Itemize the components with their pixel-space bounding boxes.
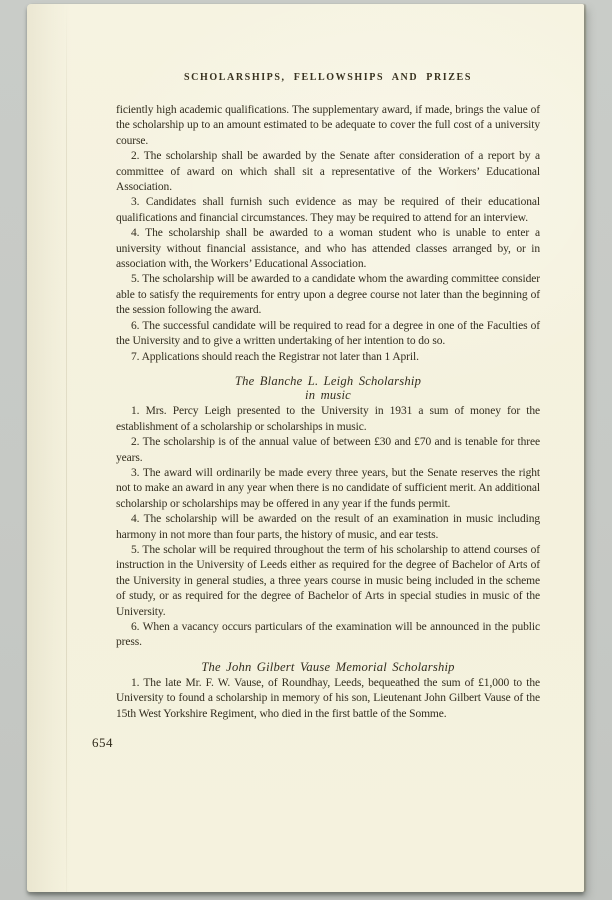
paragraph: 3. The award will ordinarily be made every three years, but the Senate reserves the right not to make an award in any year when there is no candidate of sufficient merit. An additional scholarship or scholarships may be offered in any year if the funds permit. — [116, 466, 540, 510]
paragraph: 3. Candidates shall furnish such evidence as may be required of their educational qualifications and financial circumstances. They may be required to attend for an interview. — [116, 196, 540, 224]
paragraph: 5. The scholarship will be awarded to a candidate whom the awarding committee consider able to satisfy the requirements for entry upon a degree course not later than the beginning of the session following the award. — [116, 273, 540, 317]
paragraph: 2. The scholarship shall be awarded by the Senate after consideration of a report by a committee of award on which shall sit a representative of the Workers’ Educational Association. — [116, 150, 540, 194]
paragraph: 6. The successful candidate will be required to read for a degree in one of the Faculties of the University and to give a written undertaking of her intention to do so. — [116, 319, 540, 348]
paragraph: 2. The scholarship is of the annual value of between £30 and £70 and is tenable for three years. — [116, 436, 540, 464]
paragraph: 7. Applications should reach the Registrar not later than 1 April. — [131, 350, 419, 363]
paragraph-continuation: ficiently high academic qualifications. The supplementary award, if made, brings the value of the scholarship up to an amount estimated to be adequate to cover the full cost of a university course. — [116, 104, 540, 147]
book-page — [27, 4, 584, 892]
section-subtitle-in-music: in music — [305, 388, 351, 403]
text-block — [92, 103, 540, 751]
paragraph: 1. The late Mr. F. W. Vause, of Roundhay, Leeds, bequeathed the sum of £1,000 to the University to found a scholarship in memory of his son, Lieutenant John Gilbert Vause of the 15th West Yorkshire Regiment, who died in the first battle of the Somme. — [116, 677, 540, 720]
paragraph: 4. The scholarship will be awarded on the result of an examination in music including harmony in not more than four parts, the history of music, and ear tests. — [116, 513, 540, 541]
paragraph: 1. Mrs. Percy Leigh presented to the University in 1931 a sum of money for the establishment of a scholarship or scholarships in music. — [116, 405, 540, 433]
paragraph: 6. When a vacancy occurs particulars of the examination will be announced in the public press. — [116, 621, 540, 649]
section-title-vause-memorial: The John Gilbert Vause Memorial Scholarship — [201, 659, 455, 674]
paragraph: 4. The scholarship shall be awarded to a woman student who is unable to enter a university without financial assistance, and who has attended classes arranged by, or in association with, the Workers’ Educational Association. — [116, 227, 540, 271]
running-head: SCHOLARSHIPS, FELLOWSHIPS AND PRIZES — [184, 72, 472, 83]
paragraph: 5. The scholar will be required throughout the term of his scholarship to attend courses of instruction in the University of Leeds either as required for the degree of Bachelor of Arts of the University in general studies, a three years course in music being included in the scheme of study, or as required for the degree of Bachelor of Arts in special studies in music of the University. — [116, 543, 540, 618]
section-title-blanche-leigh: The Blanche L. Leigh Scholarship — [234, 373, 422, 388]
page-number: 654 — [92, 735, 113, 751]
